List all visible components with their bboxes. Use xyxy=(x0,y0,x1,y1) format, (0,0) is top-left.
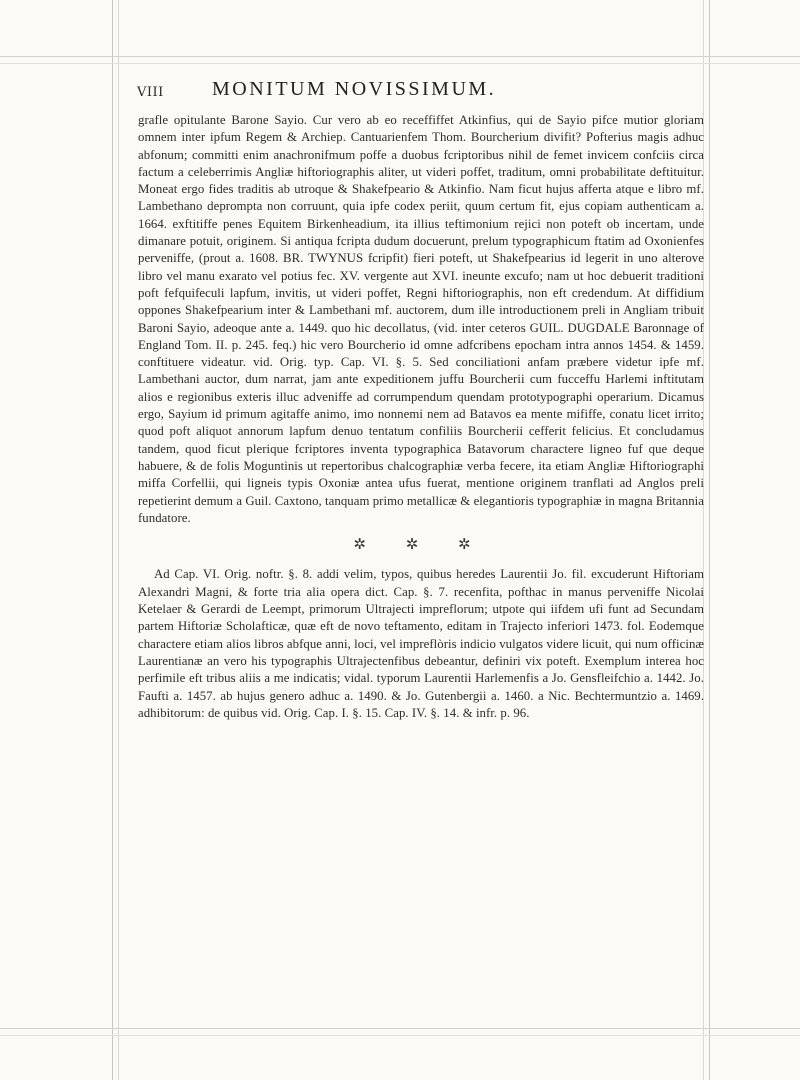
top-rule xyxy=(0,56,800,57)
page-header xyxy=(137,78,700,104)
paragraph-2: Ad Cap. VI. Orig. noftr. §. 8. addi velim, typos, quibus heredes Laurentii Jo. fil. excuderunt Hiftoriam Alexandri Magni, & forte tria alia opera dict. Cap. §. 7. recenfita, pofthac in manus perveniffe Nicolai Ketelaer & Gerardi de Leempt, primorum Ultrajecti impreflorum; utpote qui iifdem ufi funt ad Secundam partem Hiftoriæ Scholafticæ, quæ eft de novo teftamento, editam in Trajecto inferiori 1473. fol. Eodemque charactere etiam alios libros abfque anni, loci, vel impreflòris indicio vulgatos videre licuit, qui num officinæ Laurentianæ an vero his typographis Ultrajectenfibus debeantur, definiri vix poteft. Exemplum interea hoc perfimile eft tribus aliis a me indicatis; vidal. typorum Laurentii Harlemenfis a Jo. Gensfleifchio a. 1442. Jo. Faufti a. 1457. ab hujus genero adhuc a. 1490. & Jo. Gutenbergii a. 1460. a Nic. Bechtermuntzio a. 1469. adhibitorum: de quibus vid. Orig. Cap. I. §. 15. Cap. IV. §. 14. & infr. p. 96. xyxy=(138,567,704,720)
paragraph-1: grafle opitulante Barone Sayio. Cur vero ab eo receffiffet Atkinfius, qui de Sayio pifce mutior gloriam omnem inter ipfum Regem & Archiep. Cantuarienfem Thom. Bourcherium divifit? Pofterius magis adhuc abfonum; committi enim anachronifmum poffe a duobus fcriptoribus nihil de femet invicem confciis circa factum a celeberrimis Angliæ hiftoriographis aliter, ut videri poffet, traditum, omni probabilitate deftituitur. Moneat ergo fides traditis ab utroque & Shakefpeario & Atkinfio. Nam ficut hujus afferta atque e libro mf. Lambethano deprompta non corruunt, quia ipfe codex periit, quum certum fit, ejus copiam authenticam a. 1664. exftitiffe penes Equitem Birkenheadium, ita illius teftimonium rejici non poteft ob incertam, unde dimanare potuit, originem. Si antiqua fcripta dudum docuerunt, prelum typographicum ftatim ad Oxonienfes perveniffe, (prout a. 1608. BR. TWYNUS fcripfit) fieri poteft, ut Shakefpearius id legerit in uno alterove libro vel manu exarato vel potius fec. XV. vergente aut XVI. ineunte excufo; nam ut hoc debuerit traditioni poft fefquifeculi lapfum, invitis, ut videri poffet, Regni hiftoriographis, non eft credendum. At diffidium oppones Shakefpearium inter & Lambethani mf. auctorem, dum ille introductionem preli in Angliam tribuit Baroni Sayio, adeoque ante a. 1449. quo hic decollatus, (vid. inter ceteros GUIL. DUGDALE Baronnage of England Tom. II. p. 245. feq.) hic vero Bourcherio id omne adfcribens epocham intra annos 1454. & 1459. conftituere videatur. vid. Orig. typ. Cap. VI. §. 5. Sed conciliationi anfam præbere videtur ipfe mf. Lambethani auctor, dum narrat, jam ante expeditionem juffu Bourcherii cum fucceffu Harlemi inftitutam alios e regionibus exteris illuc adveniffe ad corrumpendum quendam prototypographi operarium. Dicamus ergo, Sayium id primum agitaffe animo, imo nonnemi nem ad Batavos ea mente mififfe, conatu licet irrito; quod poft aliquot annorum lapfum denuo tentatum confiliis Bourcherii cefferit felicius. Et concludamus tandem, quod ficut plerique fcriptores inventa typographica Batavorum charactere ligneo fuf que deque habuere, & de folis Moguntinis ut repertoribus chalcographiæ verba fecere, ita etiam Angliæ Hiftoriographi miffa Corfellii, qui ligneis typis Oxoniæ antea ufus fuerat, mentione originem tranflati ad Anglos preli repetierint demum a Guil. Caxtono, tanquam primo metallicæ & elegantioris typographiæ in magna Britannia fundatore. xyxy=(138,113,704,525)
bottom-rule xyxy=(0,1028,800,1029)
top-rule-secondary xyxy=(0,63,800,64)
body-text xyxy=(138,112,704,722)
page-number: VIII xyxy=(137,85,164,100)
ornament-asterisms: ✲ ✲ ✲ xyxy=(353,537,489,554)
bottom-rule-secondary xyxy=(0,1035,800,1036)
running-title: MONITUM NOVISSIMUM. xyxy=(212,78,497,100)
